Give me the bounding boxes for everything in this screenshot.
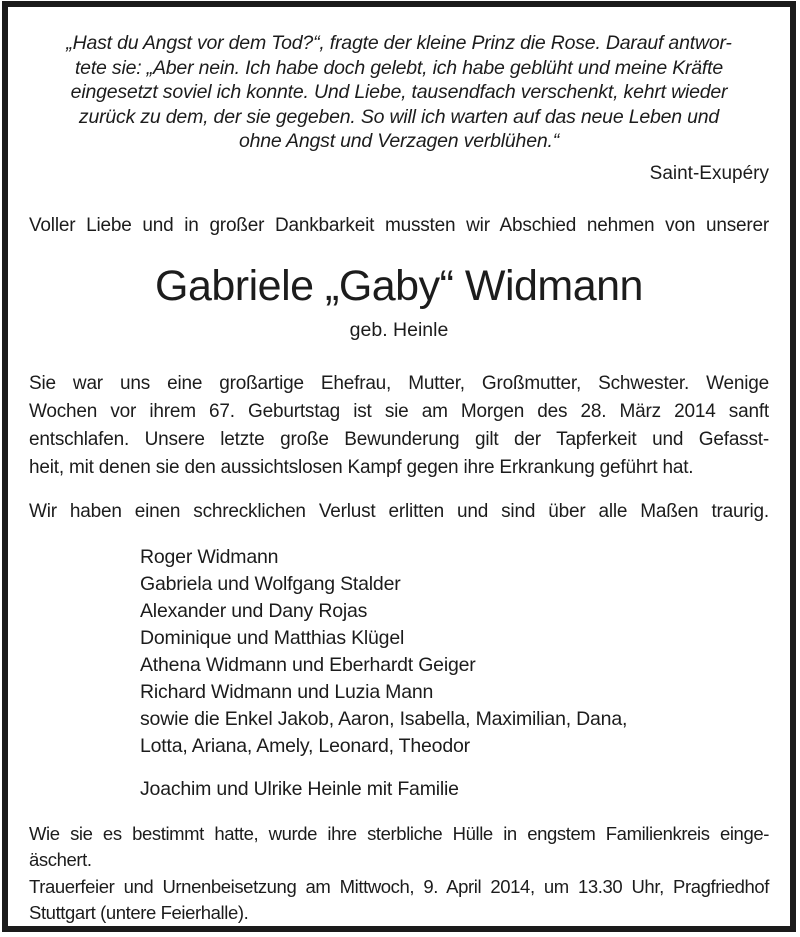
mourner-line: Dominique und Matthias Klügel <box>140 626 405 649</box>
funeral-info-line: Stuttgart (untere Feierhalle). <box>29 902 249 923</box>
quote-line: tete sie: „Aber nein. Ich habe doch gelebt, ich habe geblüht und meine Kräfte <box>74 56 724 79</box>
grief-line: Wir haben einen schrecklichen Verlust erlitten und sind über alle Maßen traurig. <box>29 500 769 522</box>
funeral-info <box>29 821 769 927</box>
maiden-name: geb. Heinle <box>349 318 449 341</box>
obituary-text-line: heit, mit denen sie den aussichtslosen Kampf gegen ihre Erkrankung geführt hat. <box>29 456 694 478</box>
quote-line: eingesetzt soviel ich konnte. Und Liebe, tausendfach verschenkt, kehrt wieder <box>70 81 728 103</box>
mourners-list <box>29 544 769 760</box>
mourner-line: Athena Widmann und Eberhardt Geiger <box>140 653 476 676</box>
notice-frame <box>2 1 796 932</box>
quote-attribution: Saint-Exupéry <box>649 162 769 184</box>
obituary-text-line: entschlafen. Unsere letzte große Bewunderung gilt der Tapferkeit und Gefasst- <box>29 428 769 450</box>
funeral-info-line: äschert. <box>29 849 92 870</box>
mourner-line: Alexander und Dany Rojas <box>140 599 368 622</box>
obituary-text-line: Sie war uns eine großartige Ehefrau, Mutter, Großmutter, Schwester. Wenige <box>29 372 769 394</box>
deceased-name: Gabriele „Gaby“ Widmann <box>155 261 643 310</box>
memorial-quote <box>29 31 769 154</box>
funeral-info-line: Trauerfeier und Urnenbeisetzung am Mittwoch, 9. April 2014, um 13.30 Uhr, Pragfriedhof <box>29 875 769 897</box>
quote-line: zurück zu dem, der sie gegeben. So will ich warten auf das neue Leben und <box>78 105 720 128</box>
mourner-line: Lotta, Ariana, Amely, Leonard, Theodor <box>140 734 470 757</box>
quote-line: „Hast du Angst vor dem Tod?“, fragte der kleine Prinz die Rose. Darauf antwor- <box>66 32 732 54</box>
mourner-line: sowie die Enkel Jakob, Aaron, Isabella, Maximilian, Dana, <box>140 707 628 730</box>
family-line: Joachim und Ulrike Heinle mit Familie <box>140 777 459 800</box>
intro-line: Voller Liebe und in großer Dankbarkeit mussten wir Abschied nehmen von unserer <box>29 214 769 236</box>
mourner-line: Roger Widmann <box>140 545 279 568</box>
notice-content <box>8 7 790 926</box>
obituary-text-line: Wochen vor ihrem 67. Geburtstag ist sie am Morgen des 28. März 2014 sanft <box>29 400 769 422</box>
obituary-text <box>29 370 769 482</box>
funeral-info-line: Wie sie es bestimmt hatte, wurde ihre sterbliche Hülle in engstem Familienkreis einge- <box>29 822 769 844</box>
mourner-line: Richard Widmann und Luzia Mann <box>140 680 434 703</box>
quote-line: ohne Angst und Verzagen verblühen.“ <box>238 130 560 152</box>
mourner-line: Gabriela und Wolfgang Stalder <box>140 572 401 595</box>
